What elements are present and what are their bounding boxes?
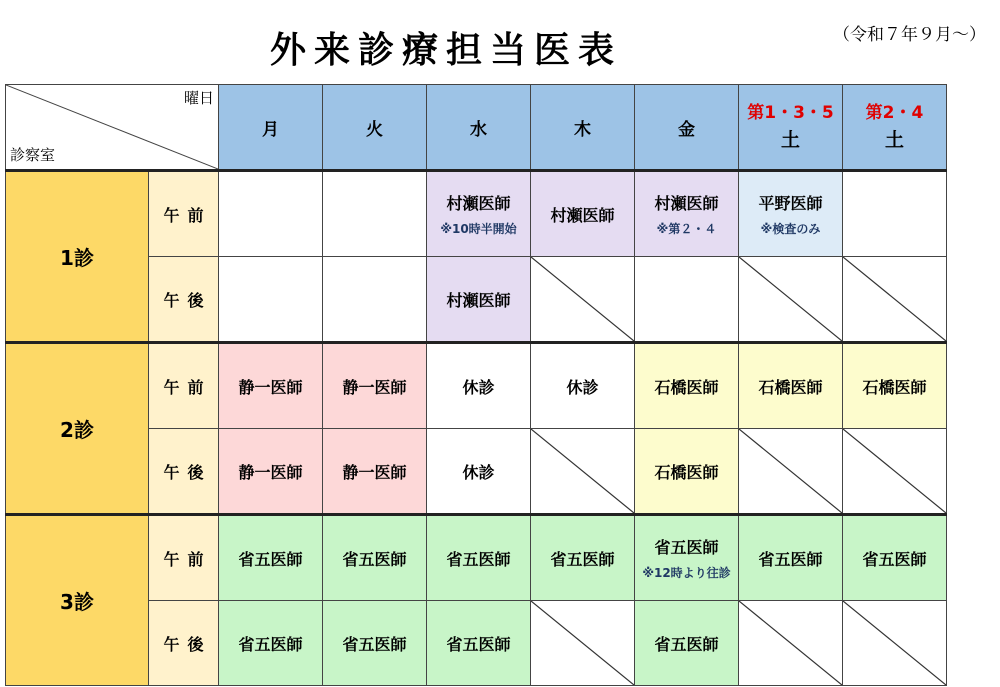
schedule-cell <box>219 515 323 601</box>
closed-slot <box>843 429 947 515</box>
afternoon-label: 午 後 <box>149 601 219 686</box>
doctor-name: 省五医師 <box>654 634 719 654</box>
schedule-cell <box>219 171 323 257</box>
doctor-name: 省五医師 <box>446 549 511 569</box>
doctor-name: 石橋医師 <box>862 377 927 397</box>
schedule-note: ※検査のみ <box>760 222 821 236</box>
effective-period: （令和７年９月～） <box>833 25 986 45</box>
saturday-weeks-label: 第1・3・5 <box>747 102 834 123</box>
day-header: 水 <box>427 85 531 171</box>
closed-slot <box>739 429 843 515</box>
morning-label: 午 前 <box>149 515 219 601</box>
page-title: 外来診療担当医表 <box>270 30 623 71</box>
header-row <box>6 85 947 171</box>
day-header: 第1・3・5 土 <box>739 85 843 171</box>
closed-slash <box>843 601 946 685</box>
room-label: 1診 <box>6 171 149 343</box>
schedule-cell <box>323 429 427 515</box>
schedule-cell <box>739 343 843 429</box>
doctor-name: 静一医師 <box>342 462 407 482</box>
closed-slash <box>531 257 634 341</box>
doctor-name: 平野医師 <box>758 194 823 213</box>
schedule-cell <box>219 257 323 343</box>
doctor-name: 村瀬医師 <box>550 205 615 225</box>
closed-slash <box>531 429 634 513</box>
day-header: 火 <box>323 85 427 171</box>
schedule-cell <box>427 343 531 429</box>
schedule-cell <box>323 515 427 601</box>
closed-slot <box>739 257 843 343</box>
schedule-cell <box>635 515 739 601</box>
schedule-cell <box>843 515 947 601</box>
doctor-name: 省五医師 <box>342 549 407 569</box>
doctor-name: 静一医師 <box>342 377 407 397</box>
schedule-note: ※12時より往診 <box>642 566 731 580</box>
schedule-cell <box>427 429 531 515</box>
doctor-name: 石橋医師 <box>654 462 719 482</box>
doctor-name: 石橋医師 <box>654 377 719 397</box>
doctor-name: 石橋医師 <box>758 377 823 397</box>
schedule-cell <box>219 601 323 686</box>
doctor-name: 静一医師 <box>238 377 303 397</box>
schedule-cell <box>635 257 739 343</box>
doctor-name: 休診 <box>462 377 495 397</box>
schedule-table <box>5 84 947 686</box>
day-header: 金 <box>635 85 739 171</box>
doctor-name: 省五医師 <box>238 634 303 654</box>
schedule-cell <box>427 601 531 686</box>
room-label: 2診 <box>6 343 149 515</box>
weekday-caption: 曜日 <box>183 89 214 107</box>
closed-slot <box>843 257 947 343</box>
closed-slot <box>531 257 635 343</box>
doctor-name: 省五医師 <box>654 538 719 557</box>
doctor-name: 省五医師 <box>238 549 303 569</box>
doctor-name: 省五医師 <box>446 634 511 654</box>
schedule-cell <box>635 429 739 515</box>
schedule-cell <box>531 343 635 429</box>
closed-slash <box>739 601 842 685</box>
closed-slot <box>739 601 843 686</box>
doctor-name: 省五医師 <box>342 634 407 654</box>
schedule-row <box>6 171 947 257</box>
closed-slash <box>843 257 946 341</box>
schedule-cell <box>323 171 427 257</box>
schedule-row <box>6 515 947 601</box>
schedule-cell <box>531 171 635 257</box>
doctor-name: 休診 <box>566 377 599 397</box>
doctor-name: 村瀬医師 <box>654 194 719 213</box>
doctor-name: 静一医師 <box>238 462 303 482</box>
closed-slash <box>531 601 634 685</box>
schedule-cell <box>219 429 323 515</box>
schedule-cell <box>427 257 531 343</box>
schedule-note: ※第２・４ <box>656 222 717 236</box>
schedule-cell <box>531 515 635 601</box>
doctor-name: 省五医師 <box>550 549 615 569</box>
room-caption: 診察室 <box>10 146 56 164</box>
schedule-cell <box>739 515 843 601</box>
room-label: 3診 <box>6 515 149 686</box>
closed-slot <box>531 429 635 515</box>
afternoon-label: 午 後 <box>149 429 219 515</box>
schedule-cell <box>323 257 427 343</box>
schedule-row <box>6 343 947 429</box>
closed-slot <box>843 601 947 686</box>
day-header: 月 <box>219 85 323 171</box>
schedule-cell <box>739 171 843 257</box>
schedule-cell <box>635 171 739 257</box>
doctor-name: 省五医師 <box>758 549 823 569</box>
doctor-name: 村瀬医師 <box>446 194 511 213</box>
day-header: 木 <box>531 85 635 171</box>
schedule-cell <box>843 343 947 429</box>
closed-slash <box>739 257 842 341</box>
schedule-cell <box>427 171 531 257</box>
day-header: 第2・4 土 <box>843 85 947 171</box>
morning-label: 午 前 <box>149 171 219 257</box>
schedule-note: ※10時半開始 <box>440 222 517 236</box>
schedule-cell <box>635 343 739 429</box>
saturday-weeks-label: 第2・4 <box>865 102 924 123</box>
schedule-cell <box>843 171 947 257</box>
schedule-cell <box>323 343 427 429</box>
doctor-name: 省五医師 <box>862 549 927 569</box>
afternoon-label: 午 後 <box>149 257 219 343</box>
doctor-name: 休診 <box>462 462 495 482</box>
schedule-cell <box>635 601 739 686</box>
closed-slash <box>739 429 842 513</box>
schedule-cell <box>427 515 531 601</box>
closed-slot <box>531 601 635 686</box>
schedule-cell <box>219 343 323 429</box>
doctor-name: 村瀬医師 <box>446 290 511 310</box>
corner-cell <box>6 85 219 171</box>
schedule-cell <box>323 601 427 686</box>
morning-label: 午 前 <box>149 343 219 429</box>
closed-slash <box>843 429 946 513</box>
